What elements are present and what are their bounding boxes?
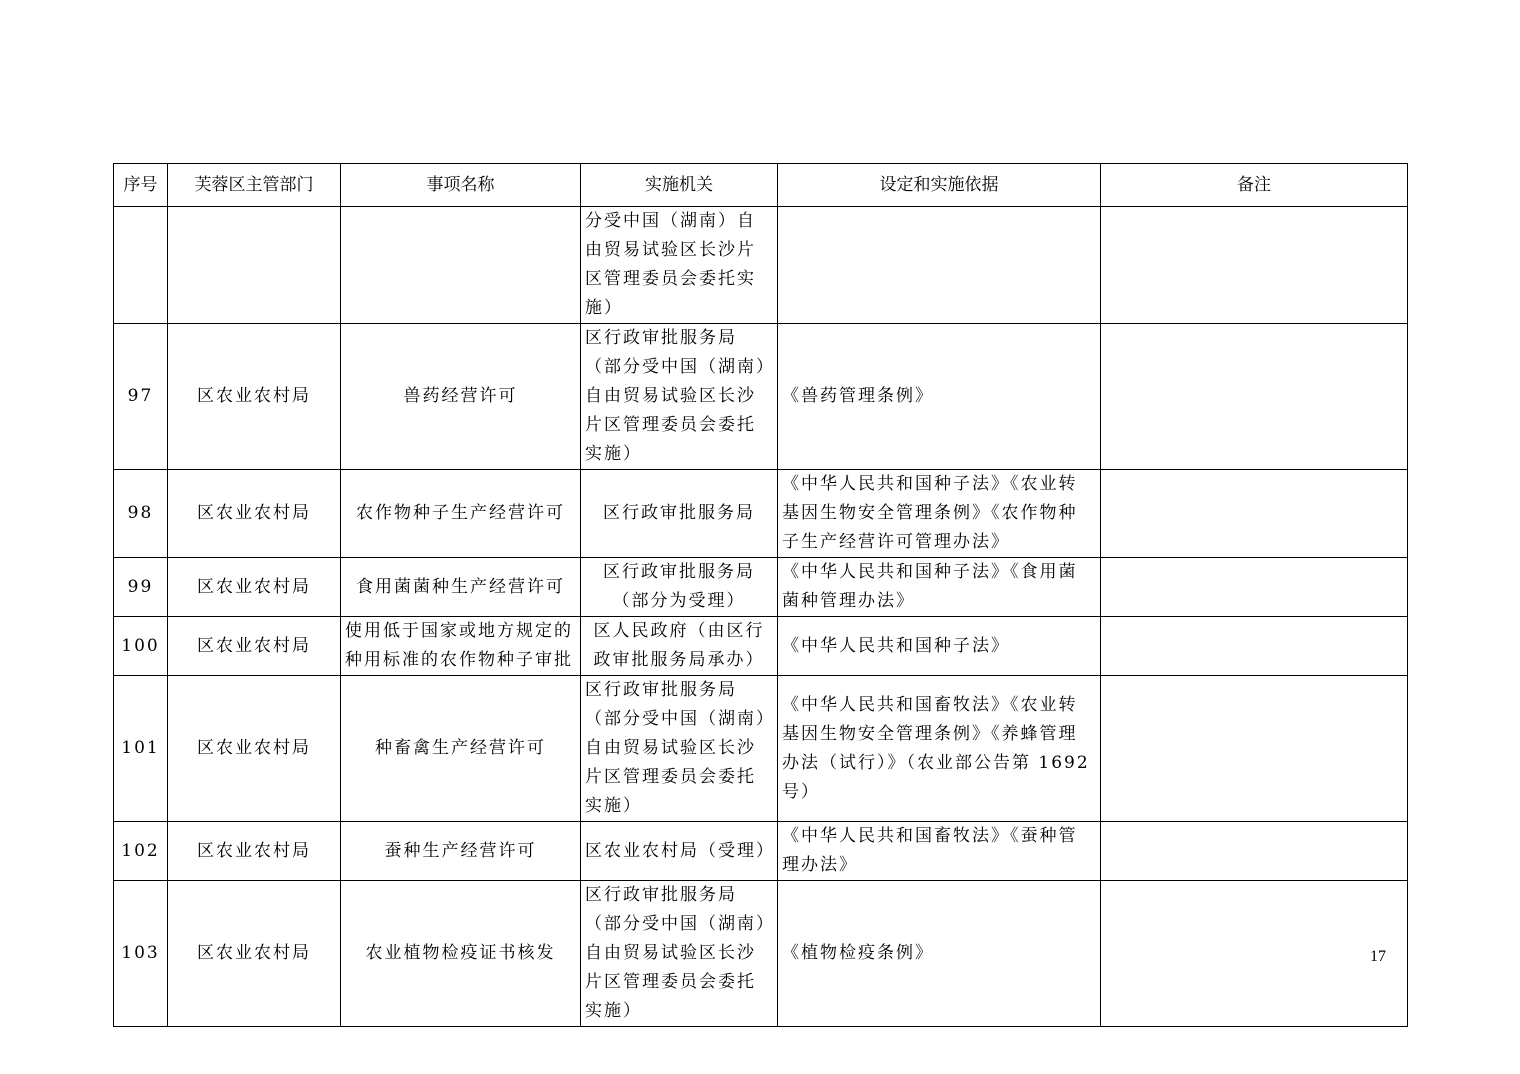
cell-department: 区农业农村局: [168, 324, 341, 470]
cell-seq: 103: [114, 881, 168, 1027]
header-item-name: 事项名称: [341, 164, 581, 207]
header-notes: 备注: [1101, 164, 1408, 207]
table-row: [114, 881, 1408, 1027]
cell-seq: 100: [114, 617, 168, 676]
table-row: [114, 470, 1408, 558]
cell-item-name: 农作物种子生产经营许可: [341, 470, 581, 558]
cell-basis: 《中华人民共和国畜牧法》《农业转基因生物安全管理条例》《养蜂管理办法（试行）》（农业部公告第 1692 号）: [778, 676, 1101, 822]
cell-department: 区农业农村局: [168, 558, 341, 617]
cell-seq: 102: [114, 822, 168, 881]
cell-agency: 区人民政府（由区行政审批服务局承办）: [581, 617, 778, 676]
table-header-row: [114, 164, 1408, 207]
cell-seq: 99: [114, 558, 168, 617]
cell-department: 区农业农村局: [168, 617, 341, 676]
table-row: [114, 617, 1408, 676]
cell-notes: [1101, 617, 1408, 676]
cell-item-name: 使用低于国家或地方规定的种用标准的农作物种子审批: [341, 617, 581, 676]
header-agency: 实施机关: [581, 164, 778, 207]
header-basis: 设定和实施依据: [778, 164, 1101, 207]
document-table: [113, 163, 1408, 1027]
cell-seq: 101: [114, 676, 168, 822]
cell-agency: 分受中国（湖南）自由贸易试验区长沙片区管理委员会委托实施）: [581, 207, 778, 324]
cell-agency: 区行政审批服务局（部分受中国（湖南）自由贸易试验区长沙片区管理委员会委托实施）: [581, 881, 778, 1027]
cell-seq: [114, 207, 168, 324]
cell-department: [168, 207, 341, 324]
cell-item-name: 食用菌菌种生产经营许可: [341, 558, 581, 617]
cell-basis: 《中华人民共和国种子法》《农业转基因生物安全管理条例》《农作物种子生产经营许可管理办法》: [778, 470, 1101, 558]
cell-agency: 区行政审批服务局（部分受中国（湖南）自由贸易试验区长沙片区管理委员会委托实施）: [581, 324, 778, 470]
cell-department: 区农业农村局: [168, 822, 341, 881]
table-row: [114, 558, 1408, 617]
table-row: [114, 822, 1408, 881]
cell-department: 区农业农村局: [168, 676, 341, 822]
cell-notes: [1101, 470, 1408, 558]
cell-item-name: 农业植物检疫证书核发: [341, 881, 581, 1027]
cell-basis: 《植物检疫条例》: [778, 881, 1101, 1027]
table-row: [114, 207, 1408, 324]
page-number: 17: [1370, 948, 1386, 965]
cell-basis: [778, 207, 1101, 324]
cell-department: 区农业农村局: [168, 881, 341, 1027]
header-seq: 序号: [114, 164, 168, 207]
cell-item-name: 兽药经营许可: [341, 324, 581, 470]
cell-agency: 区农业农村局（受理）: [581, 822, 778, 881]
cell-notes: [1101, 881, 1408, 1027]
cell-notes: [1101, 558, 1408, 617]
cell-item-name: 蚕种生产经营许可: [341, 822, 581, 881]
cell-agency: 区行政审批服务局（部分受中国（湖南）自由贸易试验区长沙片区管理委员会委托实施）: [581, 676, 778, 822]
cell-notes: [1101, 207, 1408, 324]
cell-department: 区农业农村局: [168, 470, 341, 558]
cell-item-name: [341, 207, 581, 324]
cell-notes: [1101, 676, 1408, 822]
cell-notes: [1101, 324, 1408, 470]
cell-item-name: 种畜禽生产经营许可: [341, 676, 581, 822]
cell-agency: 区行政审批服务局: [581, 470, 778, 558]
cell-agency: 区行政审批服务局（部分为受理）: [581, 558, 778, 617]
header-department: 芙蓉区主管部门: [168, 164, 341, 207]
cell-basis: 《中华人民共和国畜牧法》《蚕种管理办法》: [778, 822, 1101, 881]
cell-notes: [1101, 822, 1408, 881]
cell-basis: 《中华人民共和国种子法》《食用菌菌种管理办法》: [778, 558, 1101, 617]
cell-seq: 97: [114, 324, 168, 470]
cell-basis: 《中华人民共和国种子法》: [778, 617, 1101, 676]
cell-basis: 《兽药管理条例》: [778, 324, 1101, 470]
table-row: [114, 324, 1408, 470]
table-row: [114, 676, 1408, 822]
cell-seq: 98: [114, 470, 168, 558]
